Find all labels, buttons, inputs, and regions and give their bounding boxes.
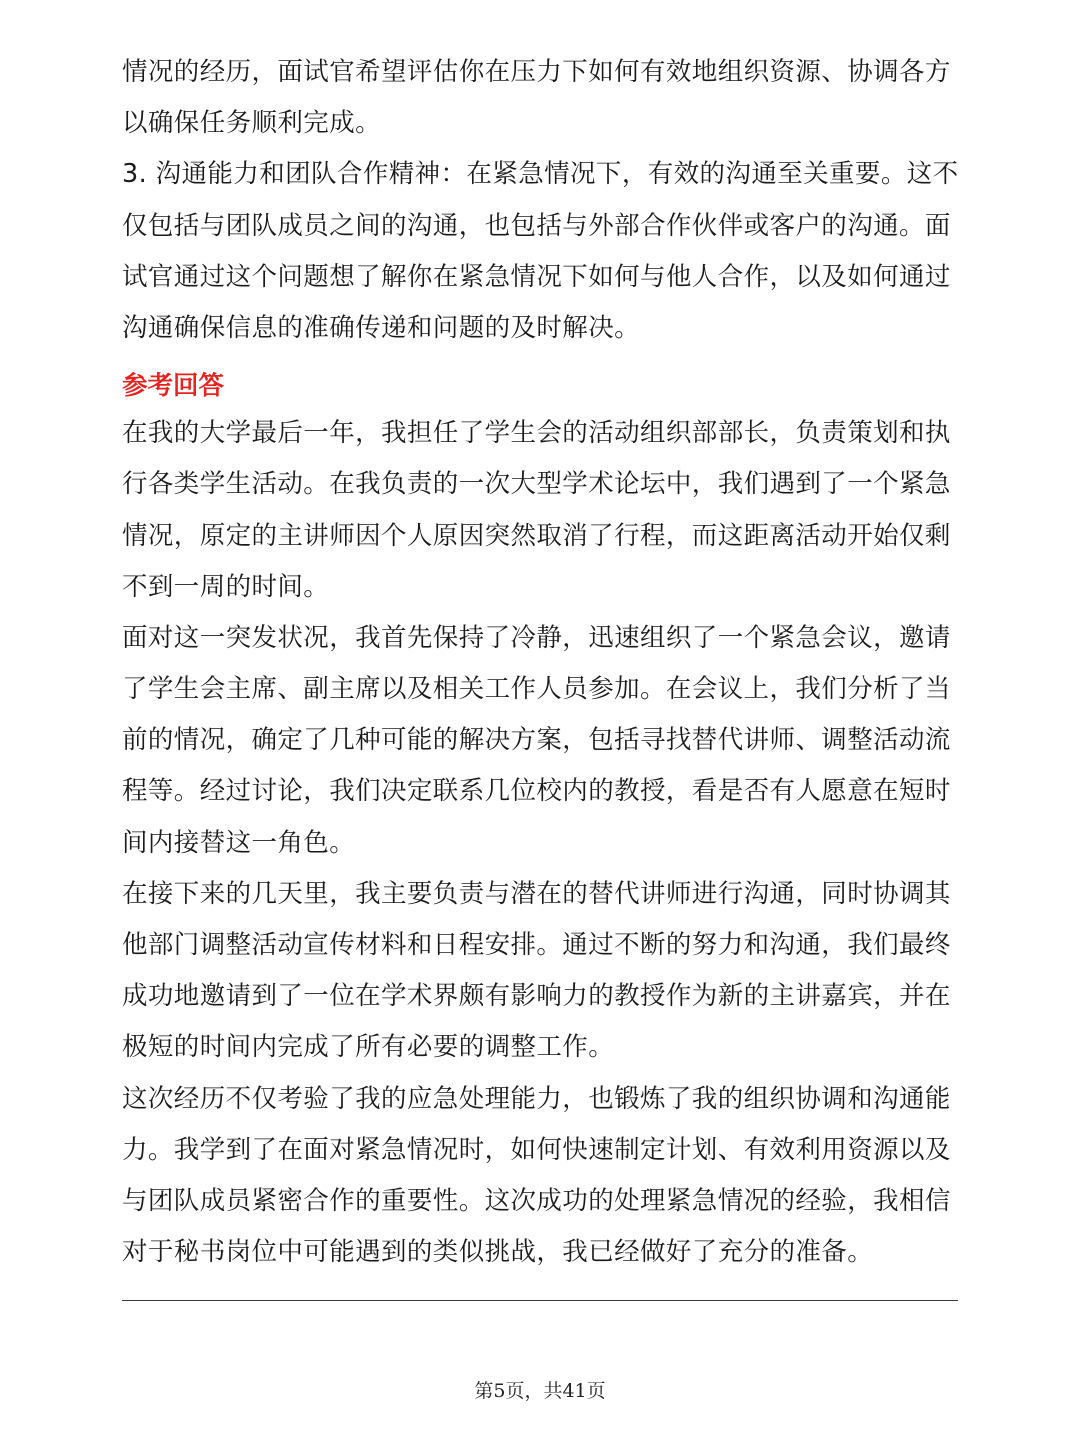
text-line: 面对这一突发状况，我首先保持了冷静，迅速组织了一个紧急会议，邀请 xyxy=(122,622,951,653)
text-line: 仅包括与团队成员之间的沟通，也包括与外部合作伙伴或客户的沟通。面 xyxy=(122,210,951,241)
answer-heading: 参考回答 xyxy=(122,371,225,402)
footer-divider xyxy=(122,1300,958,1301)
text-line: 前的情况，确定了几种可能的解决方案，包括寻找替代讲师、调整活动流 xyxy=(122,725,951,756)
text-line: 这次经历不仅考验了我的应急处理能力，也锻炼了我的组织协调和沟通能 xyxy=(122,1083,951,1114)
spacer xyxy=(122,401,952,408)
text-line: 情况的经历，面试官希望评估你在压力下如何有效地组织资源、协调各方 xyxy=(122,57,951,87)
text-line: 沟通确保信息的准确传递和问题的及时解决。 xyxy=(122,312,641,343)
text-line: 他部门调整活动宣传材料和日程安排。通过不断的努力和沟通，我们最终 xyxy=(122,930,951,960)
text-line: 不到一周的时间。 xyxy=(122,571,330,602)
text-line: 间内接替这一角色。 xyxy=(122,827,356,858)
text-line: 行各类学生活动。在我负责的一次大型学术论坛中，我们遇到了一个紧急 xyxy=(122,469,951,500)
text-line: 极短的时间内完成了所有必要的调整工作。 xyxy=(122,1032,615,1063)
text-line: 在我的大学最后一年，我担任了学生会的活动组织部部长，负责策划和执 xyxy=(122,418,951,449)
text-line: 情况，原定的主讲师因个人原因突然取消了行程，而这距离活动开始仅剩 xyxy=(122,520,951,551)
text-line: 在接下来的几天里，我主要负责与潜在的替代讲师进行沟通，同时协调其 xyxy=(122,878,951,909)
document-body xyxy=(122,47,959,1278)
page-number: 第5页，共41页 xyxy=(474,1380,606,1402)
text-line: 程等。经过讨论，我们决定联系几位校内的教授，看是否有人愿意在短时 xyxy=(122,776,951,807)
text-line: 成功地邀请到了一位在学术界颇有影响力的教授作为新的主讲嘉宾，并在 xyxy=(122,981,951,1012)
spacer xyxy=(122,354,952,371)
text-line: 了学生会主席、副主席以及相关工作人员参加。在会议上，我们分析了当 xyxy=(122,674,951,705)
intro-section xyxy=(122,47,959,354)
text-line: 3. 沟通能力和团队合作精神：在紧急情况下，有效的沟通至关重要。这不 xyxy=(122,159,959,190)
text-line: 以确保任务顺利完成。 xyxy=(122,108,382,139)
text-line: 试官通过这个问题想了解你在紧急情况下如何与他人合作，以及如何通过 xyxy=(122,261,951,292)
text-line: 力。我学到了在面对紧急情况时，如何快速制定计划、有效利用资源以及 xyxy=(122,1134,951,1165)
text-line: 对于秘书岗位中可能遇到的类似挑战，我已经做好了充分的准备。 xyxy=(122,1237,874,1268)
text-line: 与团队成员紧密合作的重要性。这次成功的处理紧急情况的经验，我相信 xyxy=(122,1185,951,1216)
answer-section xyxy=(122,408,952,1278)
